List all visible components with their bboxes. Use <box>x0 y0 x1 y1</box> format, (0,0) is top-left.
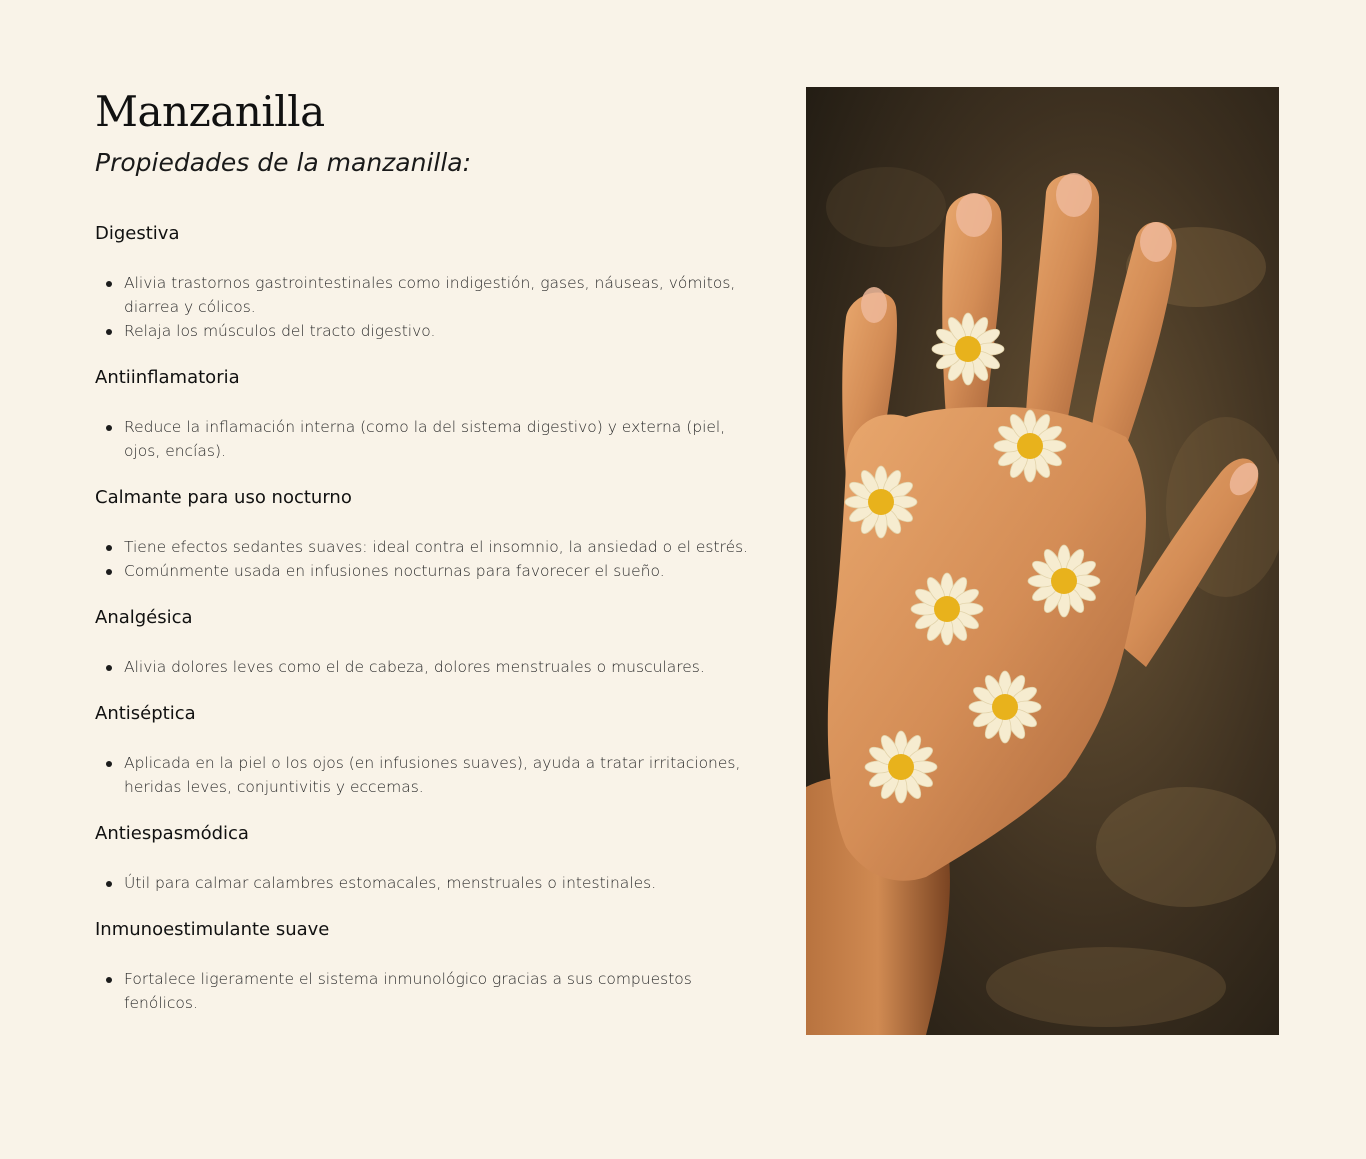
section-antiespasmodica <box>95 823 755 895</box>
list-item: Alivia dolores leves como el de cabeza, dolores menstruales o musculares. <box>95 655 755 679</box>
bullet-list <box>95 871 755 895</box>
section-antiseptica <box>95 703 755 799</box>
bullet-list <box>95 271 755 343</box>
bullet-list <box>95 655 755 679</box>
list-item: Alivia trastornos gastrointestinales como indigestión, gases, náuseas, vómitos, diarrea y cólicos. <box>95 271 755 319</box>
list-item: Aplicada en la piel o los ojos (en infusiones suaves), ayuda a tratar irritaciones, heridas leves, conjuntivitis y eccemas. <box>95 751 755 799</box>
list-item: Útil para calmar calambres estomacales, menstruales o intestinales. <box>95 871 755 895</box>
bullet-list <box>95 751 755 799</box>
bullet-list <box>95 415 755 463</box>
section-calmante <box>95 487 755 583</box>
page-title: Manzanilla <box>95 87 325 136</box>
section-inmunoestimulante <box>95 919 755 1015</box>
section-heading: Antiséptica <box>95 703 196 724</box>
main-content <box>95 88 755 1039</box>
section-antiinflamatoria <box>95 367 755 463</box>
section-digestiva <box>95 223 755 343</box>
section-analgesica <box>95 607 755 679</box>
section-heading: Antiinflamatoria <box>95 367 240 388</box>
bullet-list <box>95 535 755 583</box>
section-heading: Digestiva <box>95 223 180 244</box>
properties-sections <box>95 223 755 1015</box>
hand-chamomile-photo <box>806 87 1279 1035</box>
page-subtitle: Propiedades de la manzanilla: <box>95 148 472 177</box>
section-heading: Analgésica <box>95 607 193 628</box>
list-item: Comúnmente usada en infusiones nocturnas para favorecer el sueño. <box>95 559 755 583</box>
list-item: Relaja los músculos del tracto digestivo. <box>95 319 755 343</box>
section-heading: Antiespasmódica <box>95 823 249 844</box>
list-item: Reduce la inflamación interna (como la del sistema digestivo) y externa (piel, ojos, encías). <box>95 415 755 463</box>
hand-chamomile-illustration <box>806 87 1279 1035</box>
section-heading: Inmunoestimulante suave <box>95 919 330 940</box>
bullet-list <box>95 967 755 1015</box>
list-item: Tiene efectos sedantes suaves: ideal contra el insomnio, la ansiedad o el estrés. <box>95 535 755 559</box>
list-item: Fortalece ligeramente el sistema inmunológico gracias a sus compuestos fenólicos. <box>95 967 755 1015</box>
section-heading: Calmante para uso nocturno <box>95 487 352 508</box>
